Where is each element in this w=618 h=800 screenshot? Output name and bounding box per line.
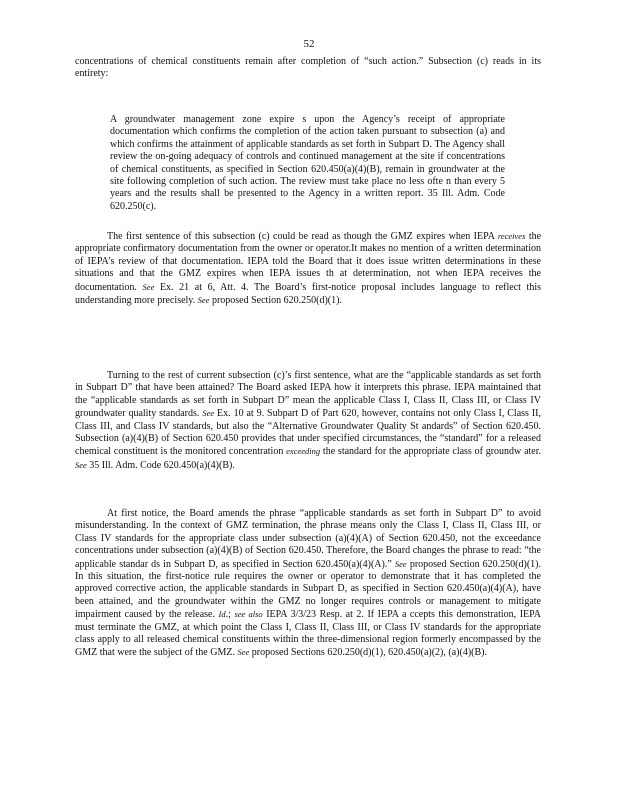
p1-text-c: the appropriate confirmatory documentation from the owner or operator.It makes no mention of a written determination of IEPA’s review of that documentation. IEPA told the Board that it does issue written determinations in these situations and that the GMZ expires when IEPA issues th at determination, not when IEPA receives the documentation. [75, 231, 542, 293]
p2-text-a: Turning to the rest of current subsection (c)’s first sentence, what are the “applicable standards as set forth in Subpart D” that have been attained? The Board asked IEPA how it interprets this phrase. IEPA maintained that the “applicable standards as set forth in Subpart D” mean the applicable Class I, Class II, Class III, or Class IV groundwater quality standards. [75, 370, 541, 420]
p2-text-c: Ex. 10 at 9. Subpart D of Part 620, however, contains not only Class I, Class II, Class III, and Class IV standards, but also the “Alternative Groundwater Quality St andards” of Section 620.450. Subsection (a)(4)(B) of Section 620.450 provides that under specified circumstances, the “standard” for a released chemical constituent is the monitored concentration [75, 408, 541, 458]
p2-text-g: 35 Ill. Adm. Code 620.450(a)(4)(B). [89, 459, 235, 471]
p1-italic-see-2: See [197, 295, 210, 306]
p2-text-e: the standard for the appropriate class of groundw ater. [322, 446, 542, 458]
p3-text-a: At first notice, the Board amends the phrase “applicable standards as set forth in Subpart D” to avoid misunderstanding. In the context of GMZ termination, the phrase means only the Class I, Class II, Class III, or Class IV standards for the appropriate class under subsection (a)(4)(A) of Section 620.450, not the exceedance concentrations under subsection (a)(4)(B) of Section 620.450. Therefore, the Board changes the phrase to read: “the applicable standar ds in Subpart D, as specified in Section 620.450(a)(4)(A).” [75, 508, 541, 570]
p3-text-i: proposed Sections 620.250(d)(1), 620.450(a)(2), (a)(4)(B). [251, 647, 487, 659]
p3-italic-see-also: see also [234, 609, 263, 620]
paragraph-3 [75, 508, 541, 660]
p3-italic-see-2: See [237, 647, 250, 658]
p1-text-e: Ex. 21 at 6, Att. 4. The Board’s first-notice proposal includes language to reflect this understanding more precisely. [75, 281, 541, 307]
p1-italic-receives: receives [497, 231, 526, 241]
p3-italic-id: Id [218, 609, 226, 620]
p3-italic-see-1: See [394, 558, 407, 569]
paragraph-1 [75, 230, 541, 307]
page-number: 52 [303, 38, 315, 50]
p1-text-a: The first sentence of this subsection (c) could be read as though the GMZ expires when IEPA [107, 231, 495, 242]
p1-italic-see-1: See [142, 281, 155, 292]
p2-italic-see-1: See [202, 408, 215, 419]
p3-text-g: IEPA 3/3/23 Resp. at 2. If IEPA a ccepts this demonstration, IEPA must terminate the GMZ, at which point the Class I, Class II, Class III, or Class IV standards for the appropriate class apply to all released chemical constituents within the three-dimensional region formerly encompassed by the GMZ that were the subject of the GMZ. [75, 609, 542, 659]
intro-paragraph: concentrations of chemical constituents remain after completion of “such action.” Subsection (c) reads in its entirety: [75, 56, 541, 80]
p3-text-e: .; [225, 609, 231, 621]
p1-text-g: proposed Section 620.250(d)(1). [211, 295, 342, 307]
p3-text-c: proposed Section 620.250(d)(1). In this situation, the first-notice rule requires the owner or operator to demonstrate that it has completed the approved corrective action, the applicable standards in Subpart D, as specified in Section 620.450(a)(4)(A), have been attained, and the groundwater within the GMZ no longer requires controls or management to mitigate impairment caused by the release. [75, 558, 541, 621]
p2-italic-see-2: See [75, 459, 87, 470]
p2-italic-exceeding: exceeding [286, 446, 321, 457]
paragraph-2 [75, 370, 541, 472]
block-quote: A groundwater management zone expire s upon the Agency’s receipt of appropriate documentation which confirms the completion of the action taken pursuant to subsection (a) and which confirms the attainment of applicable standards as set forth in Subpart D. The Agency shall review the on-going adequacy of controls and continued management at the site if concentrations of chemical constituents, as specified in Section 620.450(a)(4)(B), remain in groundwater at the site following completion of such action. The review must take place no less ofte n than every 5 years and the results shall be presented to the Agency in a written report. 35 Ill. Adm. Code 620.250(c). [110, 114, 505, 212]
